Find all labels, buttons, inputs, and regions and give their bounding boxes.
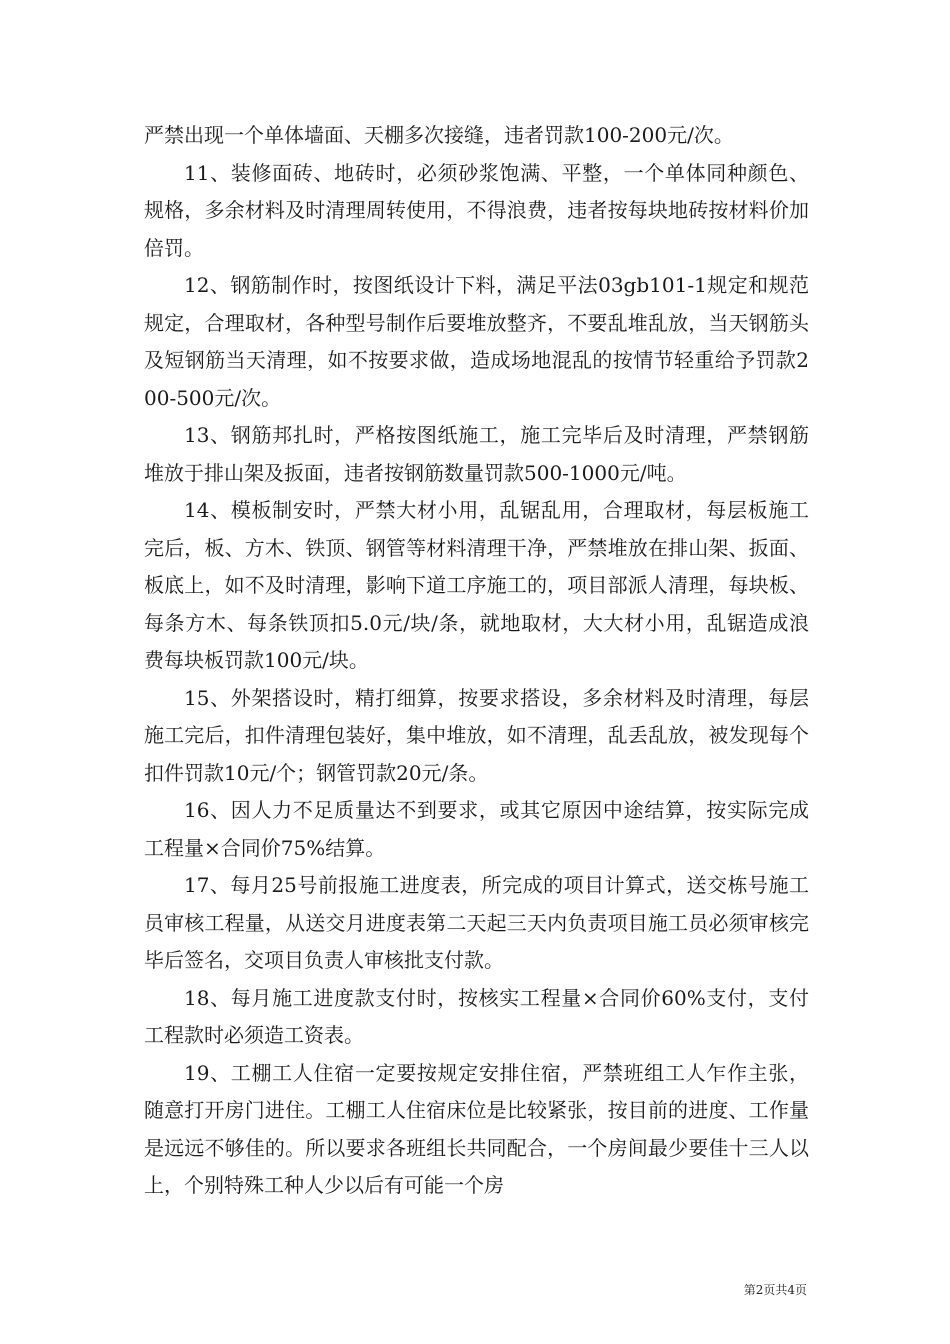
paragraph-item-17: 17、每月25号前报施工进度表，所完成的项目计算式，送交栋号施工员审核工程量，从送交月进度表第二天起三天内负责项目施工员必须审核完毕后签名，交项目负责人审核批支付款。 xyxy=(144,873,809,972)
paragraph-item-12: 12、钢筋制作时，按图纸设计下料，满足平法03gb101-1规定和规范规定，合理取材，各种型号制作后要堆放整齐，不要乱堆乱放，当天钢筋头及短钢筋当天清理，如不按要求做，造成场地混乱的按情节轻重给予罚款200-500元/次。 xyxy=(144,273,809,410)
paragraph-continuation: 严禁出现一个单体墙面、天棚多次接缝，违者罚款100-200元/次。 xyxy=(144,123,734,147)
paragraph-item-15: 15、外架搭设时，精打细算，按要求搭设，多余材料及时清理，每层施工完后，扣件清理包装好，集中堆放，如不清理，乱丢乱放，被发现每个扣件罚款10元/个；钢管罚款20元/条。 xyxy=(144,685,809,785)
document-body xyxy=(144,117,809,1205)
paragraph-item-16: 16、因人力不足质量达不到要求，或其它原因中途结算，按实际完成工程量×合同价75%结算。 xyxy=(144,798,809,860)
paragraph-item-11: 11、装修面砖、地砖时，必须砂浆饱满、平整，一个单体同种颜色、规格，多余材料及时清理周转使用，不得浪费，违者按每块地砖按材料价加倍罚。 xyxy=(144,160,809,260)
paragraph-item-13: 13、钢筋邦扎时，严格按图纸施工，施工完毕后及时清理，严禁钢筋堆放于排山架及扳面，违者按钢筋数量罚款500-1000元/吨。 xyxy=(144,423,809,485)
paragraph-item-18: 18、每月施工进度款支付时，按核实工程量×合同价60%支付，支付工程款时必须造工资表。 xyxy=(144,985,809,1047)
paragraph-item-14: 14、模板制安时，严禁大材小用，乱锯乱用，合理取材，每层板施工完后，板、方木、铁顶、钢管等材料清理干净，严禁堆放在排山架、扳面、板底上，如不及时清理，影响下道工序施工的，项目部派人清理，每块板、每条方木、每条铁顶扣5.0元/块/条，就地取材，大大材小用，乱锯造成浪费每块板罚款100元/块。 xyxy=(144,498,809,672)
page-number-footer: 第2页共4页 xyxy=(743,1283,807,1297)
paragraph-item-19: 19、工棚工人住宿一定要按规定安排住宿，严禁班组工人乍作主张，随意打开房门进住。工棚工人住宿床位是比较紧张，按目前的进度、工作量是远远不够佳的。所以要求各班组长共同配合，一个房间最少要佳十三人以上，个别特殊工种人少以后有可能一个房 xyxy=(144,1060,809,1197)
